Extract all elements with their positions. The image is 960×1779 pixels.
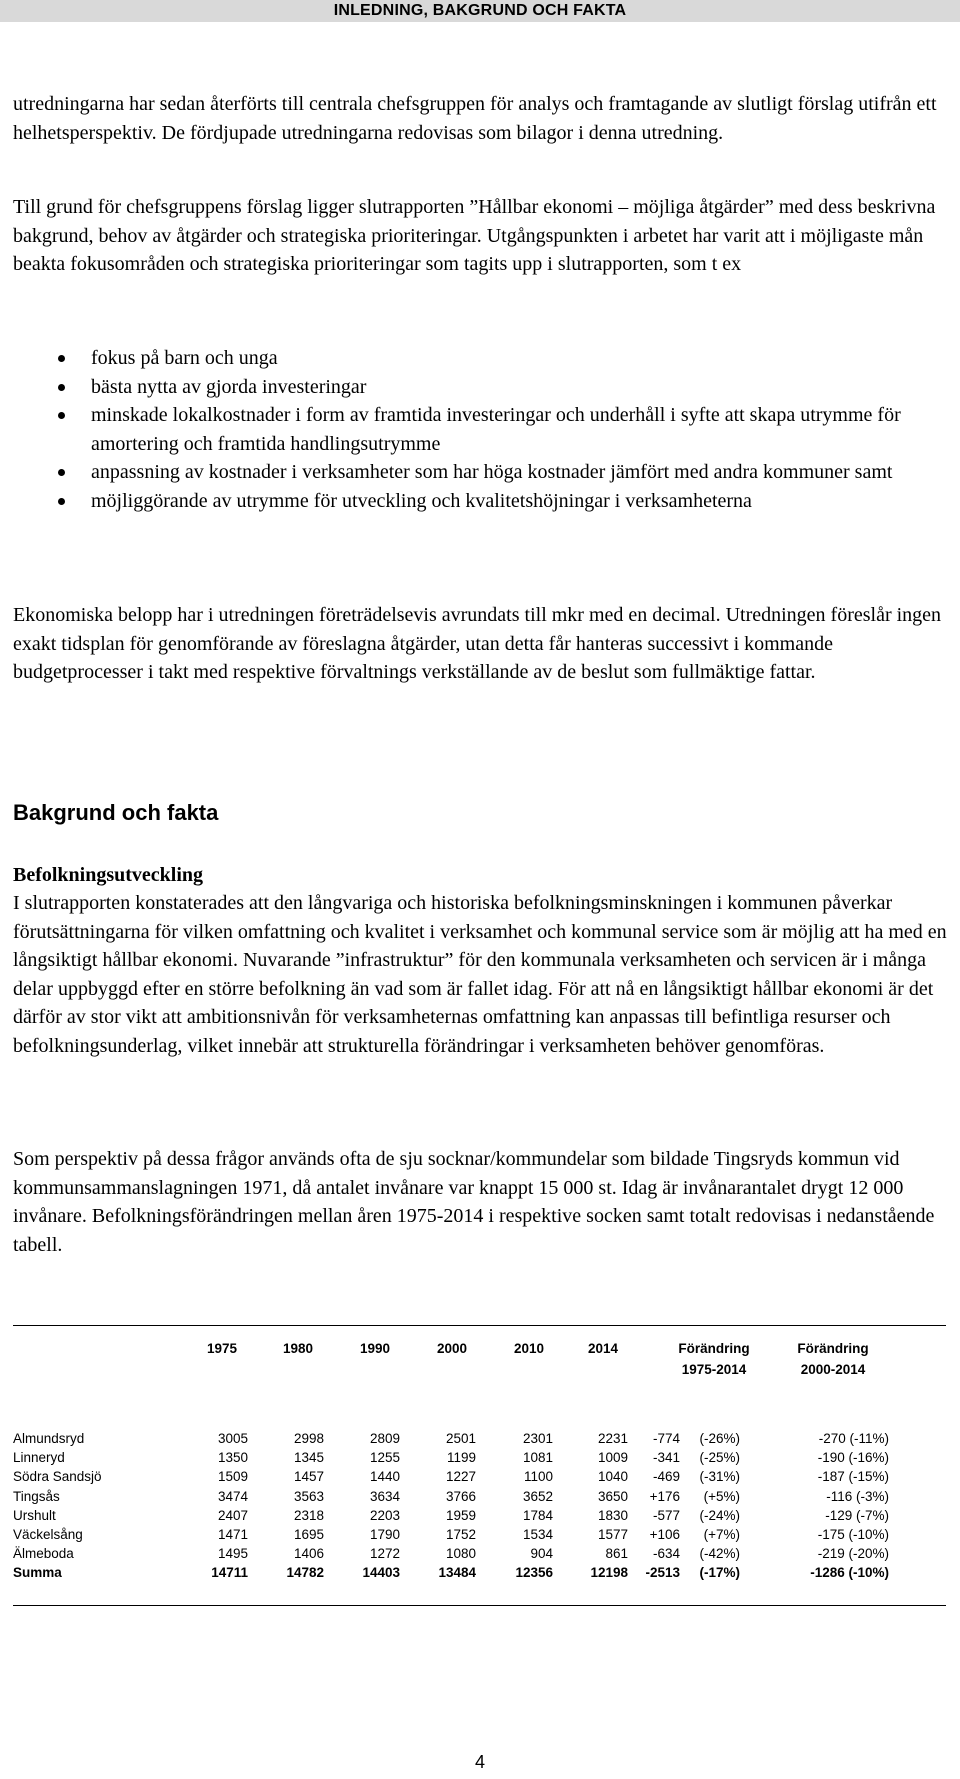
paragraph-intro: utredningarna har sedan återförts till centrala chefsgruppen för analys och framtagande av slutligt förslag utifrån ett helhetsperspektiv. De fördjupade utredningarna redovisas som bilagor i denna utredning. <box>13 93 937 144</box>
table-cell: 904 <box>530 1546 553 1562</box>
table-cell: 1272 <box>369 1546 400 1562</box>
row-label: Väckelsång <box>13 1527 83 1542</box>
year-header: 1990 <box>359 1341 391 1356</box>
table-cell: 2501 <box>445 1431 476 1446</box>
table-cell: 1830 <box>597 1507 628 1523</box>
change-value-recent: -1286 (-10%) <box>810 1565 889 1581</box>
header-title: INLEDNING, BAKGRUND OCH FAKTA <box>333 2 627 19</box>
bullet-icon <box>58 355 65 362</box>
change-percent: (+7%) <box>703 1527 740 1542</box>
table-cell: 3563 <box>293 1488 324 1504</box>
change-percent: (-42%) <box>699 1546 740 1562</box>
bullet-icon <box>58 498 65 505</box>
bullet-icon <box>58 384 65 391</box>
table-cell: 1790 <box>369 1527 400 1542</box>
year-header: 2010 <box>513 1341 545 1356</box>
row-label: Almundsryd <box>13 1431 85 1446</box>
table-cell: 14711 <box>211 1565 248 1581</box>
table-cell: 2203 <box>369 1507 400 1523</box>
change-header: Förändring <box>797 1341 869 1356</box>
year-header: 1980 <box>282 1341 314 1356</box>
change-value: -341 <box>652 1450 680 1466</box>
change-value: -2513 <box>645 1565 680 1581</box>
table-cell: 2231 <box>597 1431 628 1446</box>
table-cell: 1695 <box>293 1527 324 1542</box>
change-header: Förändring <box>678 1341 750 1356</box>
change-value: -469 <box>652 1469 680 1485</box>
change-header-period: 2000-2014 <box>800 1362 866 1377</box>
table-cell: 3634 <box>369 1488 400 1504</box>
change-value-recent: -219 (-20%) <box>817 1546 889 1562</box>
bullet-icon <box>58 412 65 419</box>
paragraph-perspective: Som perspektiv på dessa frågor används ofta de sju socknar/kommundelar som bildade Tingsryds kommun vid kommunsammanslagningen 1971, då antalet invånare var knappt 15 000 st. Idag är invånarantalet drygt 12 000 invånare. Befolkningsförändringen mellan åren 1975-2014 i respektive socken samt totalt redovisas i nedanstående tabell. <box>13 1148 935 1256</box>
table-cell: 1345 <box>293 1450 324 1466</box>
row-label: Linneryd <box>13 1450 65 1466</box>
table-cell: 13484 <box>438 1565 476 1581</box>
row-label: Urshult <box>13 1507 56 1523</box>
change-percent: (-26%) <box>699 1431 740 1446</box>
table-cell: 1255 <box>369 1450 400 1466</box>
change-value: +106 <box>649 1527 680 1542</box>
change-value: -577 <box>652 1507 680 1523</box>
change-percent: (+5%) <box>703 1488 740 1504</box>
change-value-recent: -190 (-16%) <box>817 1450 889 1466</box>
change-percent: (-24%) <box>699 1507 740 1523</box>
table-cell: 2998 <box>293 1431 324 1446</box>
change-value-recent: -175 (-10%) <box>817 1527 889 1542</box>
table-cell: 1009 <box>597 1450 628 1466</box>
change-value-recent: -129 (-7%) <box>825 1507 889 1523</box>
year-header: 1975 <box>206 1341 238 1356</box>
year-header: 2014 <box>587 1341 619 1356</box>
table-cell: 12198 <box>590 1565 628 1581</box>
table-cell: 3650 <box>597 1488 628 1504</box>
subsection-heading: Befolkningsutveckling <box>13 864 204 886</box>
page-number: 4 <box>474 1752 485 1772</box>
row-label: Älmeboda <box>13 1546 74 1562</box>
table-cell: 1752 <box>445 1527 476 1542</box>
table-cell: 1959 <box>445 1507 476 1523</box>
list-item: fokus på barn och unga <box>13 344 948 373</box>
table-cell: 12356 <box>515 1565 553 1581</box>
change-value-recent: -270 (-11%) <box>818 1431 889 1446</box>
table-cell: 1040 <box>597 1469 628 1485</box>
change-percent: (-31%) <box>699 1469 740 1485</box>
change-header-period: 1975-2014 <box>681 1362 747 1377</box>
table-cell: 2407 <box>217 1507 248 1523</box>
population-table <box>0 1325 960 1625</box>
table-cell: 1080 <box>445 1546 476 1562</box>
list-item: möjliggörande av utrymme för utveckling och kvalitetshöjningar i verksamheterna <box>13 487 948 516</box>
table-cell: 2301 <box>522 1431 553 1446</box>
table-cell: 1100 <box>523 1469 553 1485</box>
year-header: 2000 <box>436 1341 468 1356</box>
table-cell: 3474 <box>217 1488 248 1504</box>
table-cell: 1081 <box>522 1450 553 1466</box>
paragraph-population: I slutrapporten konstaterades att den långvariga och historiska befolkningsminskningen i kommunen påverkar förutsättningarna för vilken omfattning och kvalitet i verksamhet och kommunal service som är möjlig att ha med en långsiktigt hållbar ekonomi. Nuvarande ”infrastruktur” för den kommunala verksamheten och servicen är i många delar uppbyggd efter en större befolkning än vad som är fallet idag. För att nå en långsiktigt hållbar ekonomi är det därför av stor vikt att ambitionsnivån för verksamheternas omfattning kan anpassas till befintliga resurser och befolkningsunderlag, vilket innebär att strukturella förändringar i verksamheten behöver genomföras. <box>13 892 947 1057</box>
section-heading: Bakgrund och fakta <box>13 800 219 825</box>
change-percent: (-17%) <box>699 1565 740 1581</box>
priorities-list <box>13 344 948 516</box>
table-cell: 1406 <box>293 1546 324 1562</box>
table-cell: 2318 <box>293 1507 324 1523</box>
table-cell: 1577 <box>597 1527 628 1542</box>
list-item: anpassning av kostnader i verksamheter som har höga kostnader jämfört med andra kommuner samt <box>13 458 948 487</box>
list-item: bästa nytta av gjorda investeringar <box>13 373 948 402</box>
change-value-recent: -116 (-3%) <box>826 1488 889 1504</box>
table-cell: 1784 <box>522 1507 553 1523</box>
table-cell: 1534 <box>522 1527 553 1542</box>
change-value: +176 <box>649 1488 680 1504</box>
change-value: -634 <box>652 1546 680 1562</box>
table-cell: 3652 <box>522 1488 553 1504</box>
table-cell: 1199 <box>446 1450 476 1466</box>
table-cell: 14782 <box>286 1565 324 1581</box>
table-cell: 14403 <box>362 1565 400 1581</box>
table-top-rule <box>13 1325 946 1326</box>
change-value-recent: -187 (-15%) <box>817 1469 889 1485</box>
change-percent: (-25%) <box>699 1450 740 1466</box>
table-cell: 1350 <box>217 1450 248 1466</box>
table-cell: 1440 <box>369 1469 400 1485</box>
row-label: Summa <box>13 1565 62 1581</box>
table-bottom-rule <box>13 1605 946 1606</box>
table-cell: 1495 <box>217 1546 248 1562</box>
table-cell: 3766 <box>445 1488 476 1504</box>
table-cell: 1471 <box>217 1527 248 1542</box>
list-item: minskade lokalkostnader i form av framtida investeringar och underhåll i syfte att skapa utrymme för amortering och framtida handlingsutrymme <box>13 401 948 458</box>
row-label: Tingsås <box>13 1488 60 1504</box>
paragraph-amounts: Ekonomiska belopp har i utredningen företrädelsevis avrundats till mkr med en decimal. Utredningen föreslår ingen exakt tidsplan för genomförande av föreslagna åtgärder, utan detta får hanteras successivt i kommande budgetprocesser i takt med respektive förvaltnings verkställande av de beslut som fullmäktige fattar. <box>13 604 942 684</box>
bullet-icon <box>58 469 65 476</box>
table-cell: 1457 <box>293 1469 324 1485</box>
table-cell: 1509 <box>217 1469 248 1485</box>
table-cell: 861 <box>605 1546 628 1562</box>
table-cell: 1227 <box>445 1469 476 1485</box>
table-cell: 3005 <box>217 1431 248 1446</box>
table-cell: 2809 <box>369 1431 400 1446</box>
row-label: Södra Sandsjö <box>13 1469 102 1485</box>
paragraph-basis: Till grund för chefsgruppens förslag ligger slutrapporten ”Hållbar ekonomi – möjliga åtgärder” med dess beskrivna bakgrund, behov av åtgärder och strategiska prioriteringar. Utgångspunkten i arbetet har varit att i möjligaste mån beakta fokusområden och strategiska prioriteringar som tagits upp i slutrapporten, som t ex <box>13 196 936 276</box>
change-value: -774 <box>652 1431 680 1446</box>
